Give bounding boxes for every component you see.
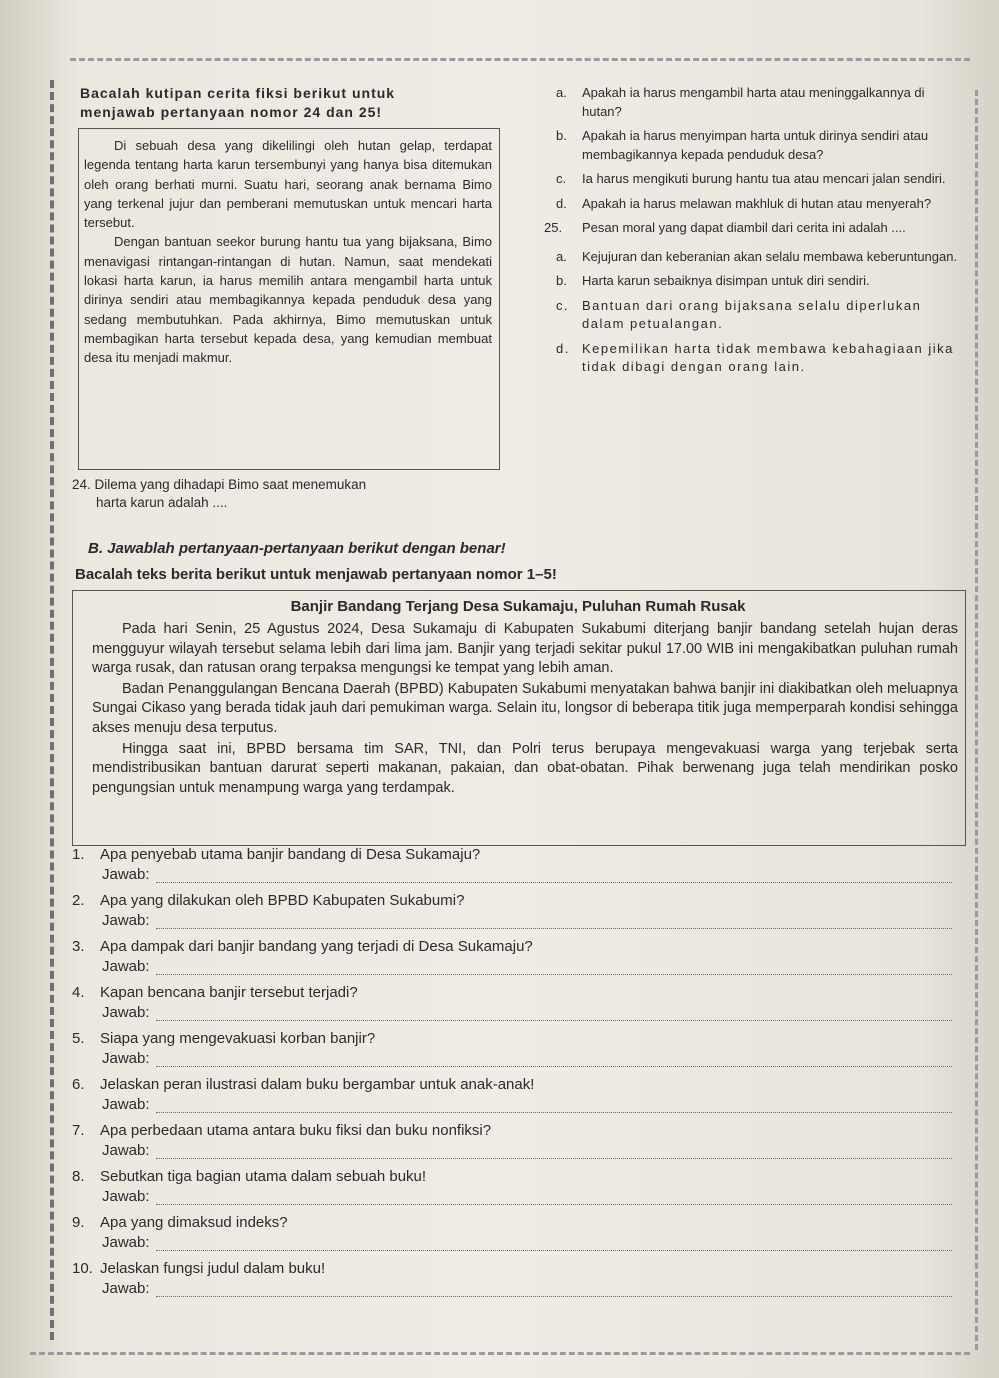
right-column <box>544 84 964 383</box>
question-24-number: 24. <box>72 477 91 492</box>
answer-field[interactable] <box>102 958 952 975</box>
question-25-text: Pesan moral yang dapat diambil dari cerita ini adalah .... <box>582 220 906 235</box>
answer-field[interactable] <box>102 1050 952 1067</box>
question-text: Apa yang dimaksud indeks? <box>100 1214 288 1231</box>
question-number: 5. <box>72 1030 85 1047</box>
option-text: Kepemilikan harta tidak membawa kebahagiaan jika tidak dibagi dengan orang lain. <box>582 340 954 374</box>
question-text: Apa dampak dari banjir bandang yang terjadi di Desa Sukamaju? <box>100 938 533 955</box>
option-text: Kejujuran dan keberanian akan selalu membawa keberuntungan. <box>582 248 958 264</box>
option-letter: c. <box>556 171 567 186</box>
answer-field[interactable] <box>102 912 952 929</box>
option-letter: d. <box>556 340 570 356</box>
option-text: Harta karun sebaiknya disimpan untuk diri sendiri. <box>582 273 870 288</box>
answer-line[interactable] <box>156 1144 952 1159</box>
answer-field[interactable] <box>102 1280 952 1297</box>
essay-question <box>72 1122 962 1168</box>
answer-line[interactable] <box>156 1190 952 1205</box>
essay-question <box>72 938 962 984</box>
question-number: 3. <box>72 938 85 955</box>
question-number: 6. <box>72 1076 85 1093</box>
question-number: 2. <box>72 892 85 909</box>
news-paragraph-3: Hingga saat ini, BPBD bersama tim SAR, TNI, dan Polri terus berupaya mengevakuasi warga yang terjebak serta mendistribusikan bantuan darurat seperti makanan, pakaian, dan obat-obatan. Pihak berwenang juga telah mendirikan posko pengungsian untuk menampung warga yang terdampak. <box>92 740 958 796</box>
answer-line[interactable] <box>156 1098 952 1113</box>
answer-line[interactable] <box>156 1282 952 1297</box>
question-text: Apa perbedaan utama antara buku fiksi dan buku nonfiksi? <box>100 1122 492 1139</box>
story-paragraph-2: Dengan bantuan seekor burung hantu tua yang bijaksana, Bimo menavigasi rintangan-rintangan di hutan. Namun, saat mendekati lokasi harta karun, ia harus memilih antara mengambil harta untuk dirinya sendiri atau membagikannya kepada penduduk desa yang sedang membutuhkan. Pada akhirnya, Bimo memutuskan untuk membagikan harta tersebut kepada desa, yang kemudian membuat desa itu menjadi makmur. <box>84 234 492 366</box>
question-25-number: 25. <box>544 220 563 235</box>
answer-line[interactable] <box>156 1236 952 1251</box>
answer-line[interactable] <box>156 1006 952 1021</box>
essay-question <box>72 846 962 892</box>
option-text: Apakah ia harus menyimpan harta untuk dirinya sendiri atau membagikannya kepada penduduk desa? <box>582 128 929 162</box>
essay-question <box>72 1076 962 1122</box>
dashed-border-right <box>975 90 978 1350</box>
dashed-border-top <box>70 58 970 61</box>
answer-field[interactable] <box>102 1234 952 1251</box>
answer-label: Jawab: <box>102 958 150 975</box>
answer-field[interactable] <box>102 1004 952 1021</box>
story-instruction-line-1: Bacalah kutipan cerita fiksi berikut untuk <box>80 85 396 101</box>
story-instruction <box>80 84 520 122</box>
answer-label: Jawab: <box>102 1096 150 1113</box>
answer-line[interactable] <box>156 914 952 929</box>
essay-question <box>72 984 962 1030</box>
news-title: Banjir Bandang Terjang Desa Sukamaju, Puluhan Rumah Rusak <box>290 598 746 615</box>
option-letter: b. <box>556 273 567 288</box>
essay-question <box>72 892 962 938</box>
question-number: 8. <box>72 1168 85 1185</box>
question-text: Apa yang dilakukan oleh BPBD Kabupaten Sukabumi? <box>100 892 465 909</box>
q24-option-d[interactable] <box>556 195 964 214</box>
option-letter: c. <box>556 297 570 313</box>
q24-option-a[interactable] <box>556 84 964 121</box>
q24-option-c[interactable] <box>556 170 964 189</box>
answer-label: Jawab: <box>102 912 150 929</box>
answer-label: Jawab: <box>102 866 150 883</box>
q25-option-a[interactable] <box>556 248 964 267</box>
option-letter: a. <box>556 85 567 100</box>
q25-option-c[interactable] <box>556 297 964 334</box>
question-number: 9. <box>72 1214 85 1231</box>
story-excerpt <box>84 136 492 368</box>
news-paragraph-2: Badan Penanggulangan Bencana Daerah (BPBD) Kabupaten Sukabumi menyatakan bahwa banjir ini diakibatkan oleh meluapnya Sungai Cikaso yang berada tidak jauh dari pemukiman warga. Selain itu, longsor di beberapa titik juga memperparah kondisi sehingga akses menuju desa terputus. <box>92 680 958 736</box>
dashed-border-left <box>50 80 54 1340</box>
option-letter: d. <box>556 195 567 211</box>
q25-option-b[interactable] <box>556 272 964 291</box>
essay-question <box>72 1168 962 1214</box>
answer-field[interactable] <box>102 866 952 883</box>
question-text: Siapa yang mengevakuasi korban banjir? <box>100 1030 376 1047</box>
answer-line[interactable] <box>156 1052 952 1067</box>
answer-field[interactable] <box>102 1096 952 1113</box>
answer-label: Jawab: <box>102 1004 150 1021</box>
option-text: Apakah ia harus mengambil harta atau meninggalkannya di hutan? <box>582 85 925 119</box>
option-text: Bantuan dari orang bijaksana selalu diperlukan dalam petualangan. <box>582 297 922 331</box>
option-text: Apakah ia harus melawan makhluk di hutan atau menyerah? <box>582 195 932 211</box>
news-paragraph-1: Pada hari Senin, 25 Agustus 2024, Desa Sukamaju di Kabupaten Sukabumi diterjang banjir bandang setelah hujan deras mengguyur wilayah tersebut selama lebih dari lima jam. Banjir yang terjadi sekitar pukul 17.00 WIB ini mengakibatkan puluhan rumah warga rusak, dan ratusan orang terpaksa mengungsi ke tempat yang lebih aman. <box>92 621 958 677</box>
q24-options <box>556 84 964 213</box>
essay-question <box>72 1260 962 1306</box>
q24-option-b[interactable] <box>556 127 964 164</box>
essay-question <box>72 1030 962 1076</box>
option-letter: b. <box>556 128 567 143</box>
answer-line[interactable] <box>156 960 952 975</box>
question-number: 1. <box>72 846 85 863</box>
question-number: 7. <box>72 1122 85 1139</box>
option-letter: a. <box>556 248 567 264</box>
question-text: Jelaskan peran ilustrasi dalam buku bergambar untuk anak-anak! <box>100 1076 535 1093</box>
question-text: Apa penyebab utama banjir bandang di Desa Sukamaju? <box>100 846 481 863</box>
question-number: 4. <box>72 984 85 1001</box>
question-25 <box>544 219 964 238</box>
essay-question <box>72 1214 962 1260</box>
answer-field[interactable] <box>102 1142 952 1159</box>
answer-label: Jawab: <box>102 1050 150 1067</box>
section-b-instruction: Bacalah teks berita berikut untuk menjawab pertanyaan nomor 1–5! <box>75 566 557 583</box>
question-text: Sebutkan tiga bagian utama dalam sebuah buku! <box>100 1168 427 1185</box>
answer-label: Jawab: <box>102 1142 150 1159</box>
question-24-text: Dilema yang dihadapi Bimo saat menemukan <box>94 477 367 492</box>
question-number: 10. <box>72 1260 93 1277</box>
section-b-title: B. Jawablah pertanyaan-pertanyaan berikut dengan benar! <box>88 540 506 557</box>
answer-label: Jawab: <box>102 1234 150 1251</box>
q25-options <box>556 248 964 377</box>
dashed-border-bottom <box>30 1352 970 1355</box>
question-24-text-2: harta karun adalah .... <box>96 495 228 510</box>
essay-questions <box>72 846 962 1306</box>
answer-label: Jawab: <box>102 1280 150 1297</box>
question-text: Jelaskan fungsi judul dalam buku! <box>100 1260 326 1277</box>
question-24 <box>72 476 502 512</box>
question-text: Kapan bencana banjir tersebut terjadi? <box>100 984 358 1001</box>
story-paragraph-1: Di sebuah desa yang dikelilingi oleh hutan gelap, terdapat legenda tentang harta karun tersembunyi yang hanya bisa ditemukan oleh orang berhati murni. Suatu hari, seorang anak bernama Bimo yang terkenal jujur dan pemberani memutuskan untuk mencari harta tersebut. <box>84 138 492 231</box>
q25-option-d[interactable] <box>556 340 964 377</box>
answer-label: Jawab: <box>102 1188 150 1205</box>
answer-line[interactable] <box>156 868 952 883</box>
answer-field[interactable] <box>102 1188 952 1205</box>
option-text: Ia harus mengikuti burung hantu tua atau mencari jalan sendiri. <box>582 171 946 186</box>
news-body <box>92 620 958 799</box>
story-instruction-line-2: menjawab pertanyaan nomor 24 dan 25! <box>80 104 383 120</box>
